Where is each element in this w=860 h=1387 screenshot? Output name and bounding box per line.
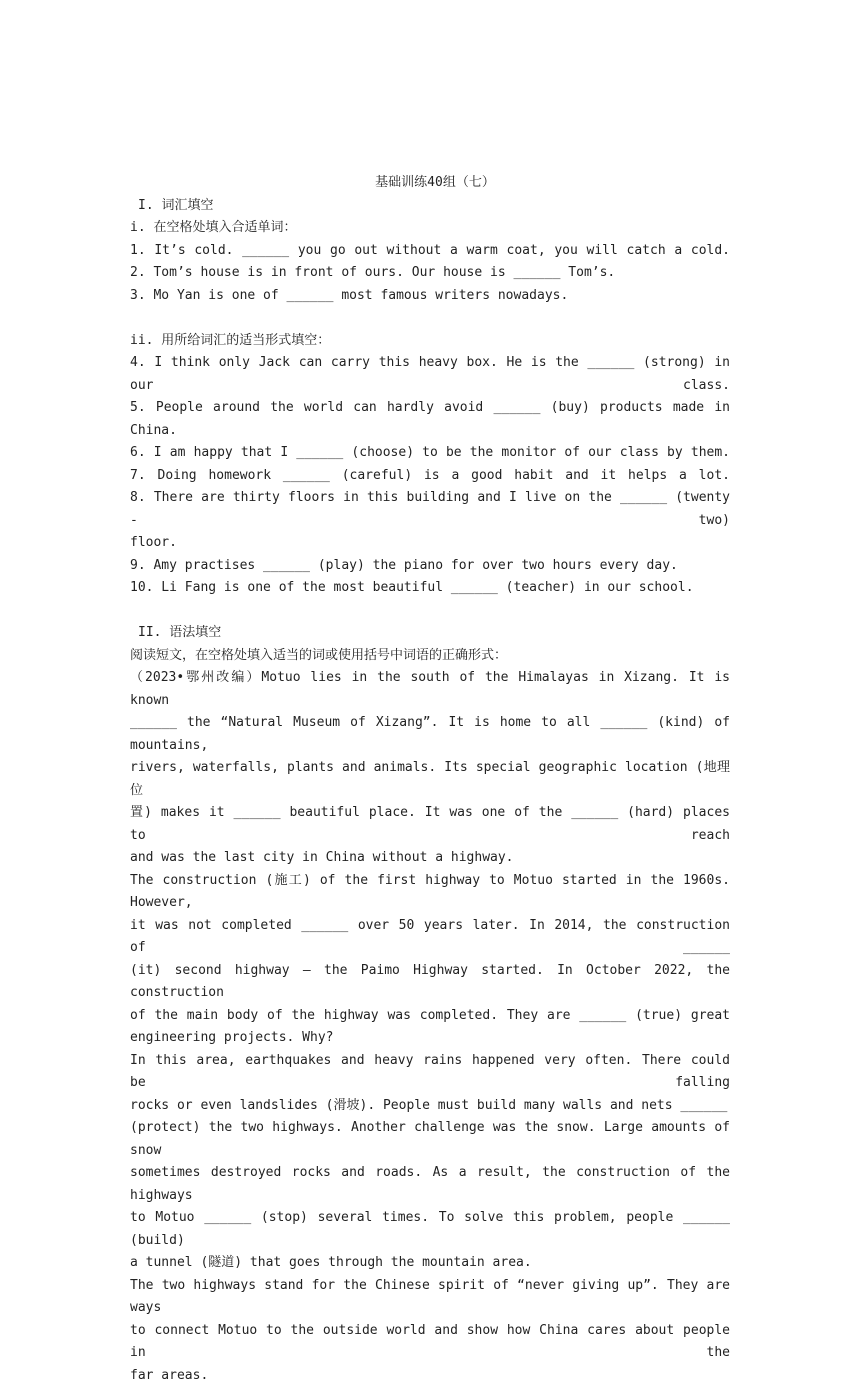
question-8-cont: floor.	[130, 532, 730, 555]
question-6: 6. I am happy that I ______ (choose) to be the monitor of our class by them.	[130, 442, 730, 465]
question-3: 3. Mo Yan is one of ______ most famous writers nowadays.	[130, 285, 730, 308]
passage-line: 置) makes it ______ beautiful place. It was one of the ______ (hard) places to reach	[130, 802, 730, 847]
passage-line: to connect Motuo to the outside world and show how China cares about people in the	[130, 1320, 730, 1365]
passage-line: In this area, earthquakes and heavy rains happened very often. There could be falling	[130, 1050, 730, 1095]
passage-line: of the main body of the highway was completed. They are ______ (true) great	[130, 1005, 730, 1028]
document-page	[130, 172, 730, 1387]
question-7: 7. Doing homework ______ (careful) is a good habit and it helps a lot.	[130, 465, 730, 488]
question-4: 4. I think only Jack can carry this heavy box. He is the ______ (strong) in our class.	[130, 352, 730, 397]
passage-line: (it) second highway — the Paimo Highway started. In October 2022, the construction	[130, 960, 730, 1005]
passage-line: far areas.	[130, 1365, 730, 1387]
passage-line: The construction (施工) of the first highway to Motuo started in the 1960s. However,	[130, 870, 730, 915]
passage-line: rocks or even landslides (滑坡). People must build many walls and nets ______	[130, 1095, 730, 1118]
passage-line: a tunnel (隧道) that goes through the mountain area.	[130, 1252, 730, 1275]
question-1: 1. It’s cold. ______ you go out without a warm coat, you will catch a cold.	[130, 240, 730, 263]
question-8: 8. There are thirty floors in this building and I live on the ______ (twenty - two)	[130, 487, 730, 532]
question-10: 10. Li Fang is one of the most beautiful ______ (teacher) in our school.	[130, 577, 730, 600]
part-i-heading: i. 在空格处填入合适单词：	[130, 217, 730, 240]
part-ii-heading: ii. 用所给词汇的适当形式填空：	[130, 330, 730, 353]
passage-line: it was not completed ______ over 50 years later. In 2014, the construction of ______	[130, 915, 730, 960]
passage-line: and was the last city in China without a highway.	[130, 847, 730, 870]
passage-line: ______ the “Natural Museum of Xizang”. It is home to all ______ (kind) of mountains,	[130, 712, 730, 757]
passage-line: to Motuo ______ (stop) several times. To solve this problem, people ______ (build)	[130, 1207, 730, 1252]
spacer	[130, 307, 730, 330]
passage-line: sometimes destroyed rocks and roads. As a result, the construction of the highways	[130, 1162, 730, 1207]
passage-line: The two highways stand for the Chinese spirit of “never giving up”. They are ways	[130, 1275, 730, 1320]
question-9: 9. Amy practises ______ (play) the piano for over two hours every day.	[130, 555, 730, 578]
passage-line: (protect) the two highways. Another challenge was the snow. Large amounts of snow	[130, 1117, 730, 1162]
passage-line: rivers, waterfalls, plants and animals. Its special geographic location (地理位	[130, 757, 730, 802]
document-title: 基础训练40组（七）	[140, 172, 730, 195]
section-1-heading: I. 词汇填空	[130, 195, 730, 218]
section-2-instruction: 阅读短文，在空格处填入适当的词或使用括号中词语的正确形式：	[130, 645, 730, 668]
question-5: 5. People around the world can hardly avoid ______ (buy) products made in China.	[130, 397, 730, 442]
passage-line: engineering projects. Why?	[130, 1027, 730, 1050]
passage-line: （2023•鄂州改编）Motuo lies in the south of the Himalayas in Xizang. It is known	[130, 667, 730, 712]
question-2: 2. Tom’s house is in front of ours. Our house is ______ Tom’s.	[130, 262, 730, 285]
spacer	[130, 600, 730, 623]
section-2-heading: II. 语法填空	[130, 622, 730, 645]
